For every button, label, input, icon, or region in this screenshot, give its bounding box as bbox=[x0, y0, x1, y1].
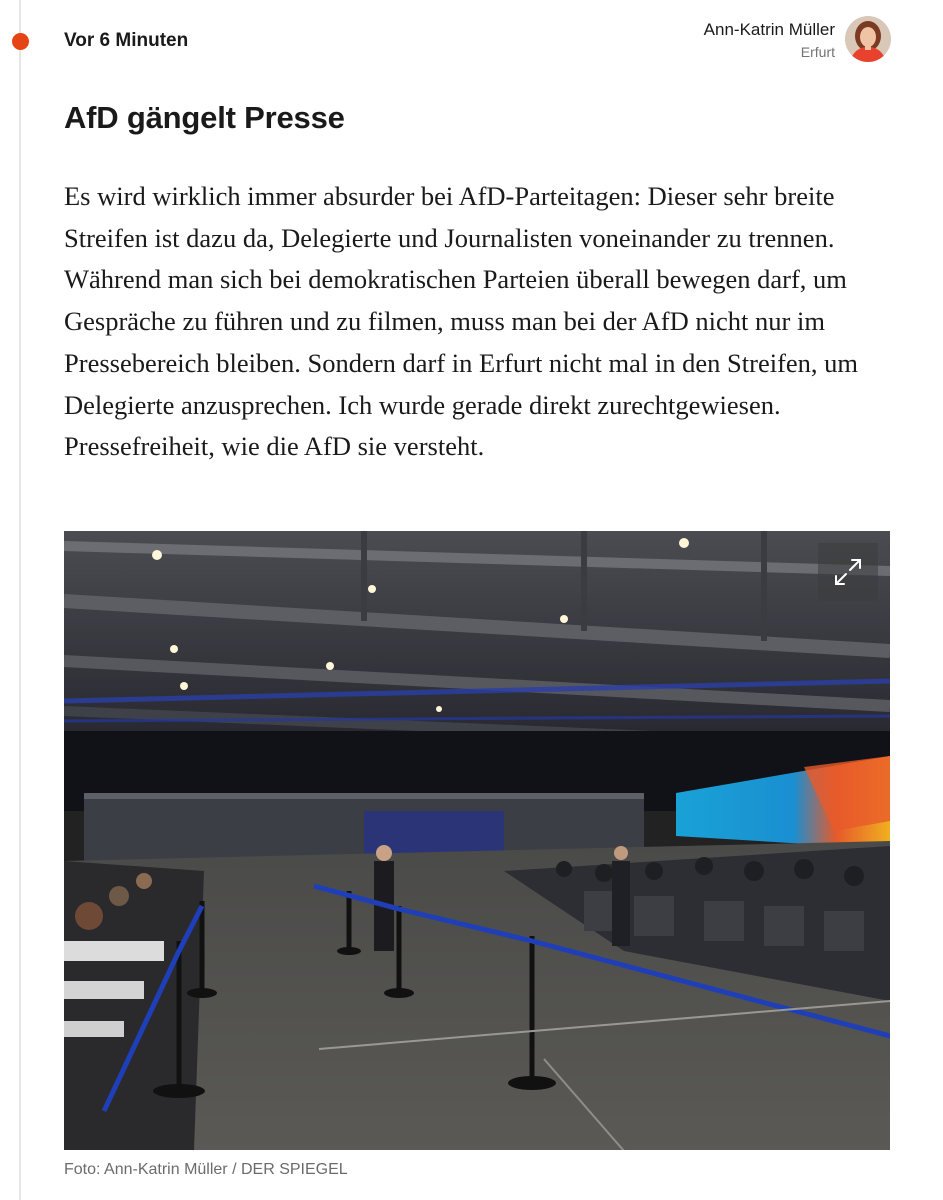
author-location: Erfurt bbox=[800, 44, 835, 60]
author-name[interactable]: Ann-Katrin Müller bbox=[703, 20, 835, 39]
expand-button[interactable] bbox=[818, 543, 878, 601]
avatar-portrait-icon bbox=[845, 16, 891, 62]
timeline-line bbox=[19, 0, 21, 1200]
author-block bbox=[704, 16, 891, 62]
timeline-dot bbox=[12, 33, 29, 50]
author-text bbox=[704, 17, 835, 61]
expand-icon bbox=[833, 557, 863, 587]
entry-headline: AfD gängelt Presse bbox=[64, 100, 345, 135]
hall-photo-illustration bbox=[64, 531, 890, 1150]
photo-caption: Foto: Ann-Katrin Müller / DER SPIEGEL bbox=[64, 1161, 348, 1178]
avatar[interactable] bbox=[845, 16, 891, 62]
entry-body: Es wird wirklich immer absurder bei AfD-Parteitagen: Dieser sehr breite Streifen ist dazu da, Delegierte und Journalisten voneinander zu trennen. Während man sich bei demokratischen Parteien überall bewegen darf, um Gespräche zu führen und zu filmen, muss man bei der AfD nicht nur im Pressebereich bleiben. Sondern darf in Erfurt nicht mal in den Streifen, um Delegierte anzusprechen. Ich wurde gerade direkt zurechtgewiesen. Pressefreiheit, wie die AfD sie versteht. bbox=[64, 181, 859, 462]
entry-timestamp: Vor 6 Minuten bbox=[64, 30, 189, 51]
entry-photo[interactable] bbox=[64, 531, 890, 1150]
